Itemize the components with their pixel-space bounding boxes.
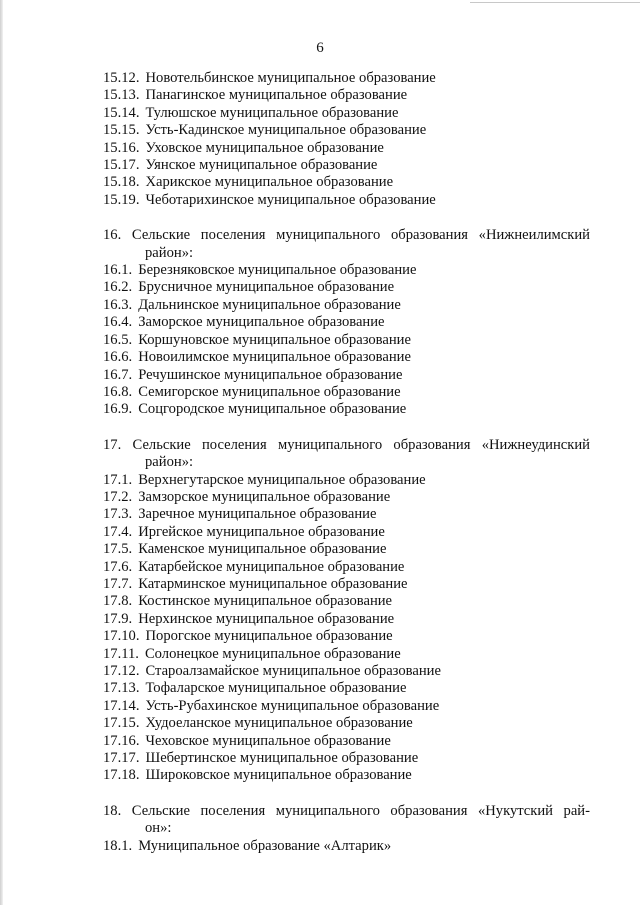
list-item — [103, 698, 590, 715]
section-17-number: 17. — [103, 436, 122, 453]
list-item-number: 16.5. — [103, 331, 133, 348]
list-item-text: Харикское муниципальное образование — [145, 174, 394, 191]
list-item-text: Катарбейское муниципальное образование — [138, 558, 405, 575]
list-item-number: 17.6. — [103, 558, 133, 575]
list-item — [103, 401, 590, 418]
list-item-number: 17.18. — [103, 767, 140, 784]
list-item-text: Дальнинское муниципальное образование — [138, 296, 401, 313]
list-item-text: Чеботарихинское муниципальное образование — [145, 191, 436, 208]
list-item-number: 16.1. — [103, 262, 133, 279]
list-item — [103, 593, 590, 610]
list-item-number: 15.19. — [103, 191, 140, 208]
list-item — [103, 105, 590, 122]
list-item — [103, 663, 590, 680]
list-item-text: Верхнегутарское муниципальное образование — [138, 471, 426, 488]
heading-word: «Нижнеилимский — [478, 227, 590, 244]
list-item-number: 17.17. — [103, 750, 140, 767]
list-item — [103, 157, 590, 174]
list-item — [103, 279, 590, 296]
heading-word: поселения — [202, 436, 267, 453]
list-item-text: Речушинское муниципальное образование — [138, 366, 403, 383]
heading-word: рай- — [563, 802, 590, 819]
list-item-text: Новоилимское муниципальное образование — [138, 349, 411, 366]
list-item — [103, 367, 590, 384]
list-item — [103, 489, 590, 506]
list-item-text: Усть-Кадинское муниципальное образование — [145, 122, 427, 139]
section-18-heading — [103, 803, 590, 820]
list-item — [103, 628, 590, 645]
list-item-number: 17.4. — [103, 523, 133, 540]
list-item-text: Муниципальное образование «Алтарик» — [138, 837, 392, 854]
section-16-heading — [103, 227, 590, 244]
heading-word: муниципального — [277, 436, 383, 453]
section-16-heading-cont: район»: — [145, 244, 194, 261]
list-item-text: Тофаларское муниципальное образование — [145, 680, 407, 697]
list-item — [103, 174, 590, 191]
heading-word: Сельские — [131, 802, 190, 819]
list-item-text: Солонецкое муниципальное образование — [144, 645, 401, 662]
list-item-text: Каменское муниципальное образование — [138, 541, 387, 558]
list-15 — [103, 70, 590, 209]
list-item-number: 16.6. — [103, 349, 133, 366]
list-item — [103, 838, 590, 855]
list-item-text: Порогское муниципальное образование — [145, 628, 393, 645]
list-item-text: Катарминское муниципальное образование — [138, 575, 408, 592]
list-item-number: 17.3. — [103, 506, 133, 523]
heading-word: поселения — [200, 802, 266, 819]
heading-word: муниципального — [276, 227, 381, 244]
list-item-number: 16.4. — [103, 314, 133, 331]
heading-word: Сельские — [132, 436, 191, 453]
list-item — [103, 646, 590, 663]
page-number: 6 — [316, 40, 324, 56]
list-item-number: 17.2. — [103, 488, 133, 505]
list-item-number: 15.12. — [103, 70, 140, 86]
section-18-number: 18. — [103, 802, 122, 819]
list-item-number: 17.7. — [103, 575, 133, 592]
list-item-text: Иргейское муниципальное образование — [138, 523, 385, 540]
list-item — [103, 122, 590, 139]
list-item-number: 17.15. — [103, 715, 140, 732]
list-item — [103, 611, 590, 628]
list-item — [103, 297, 590, 314]
list-item-number: 16.2. — [103, 279, 133, 296]
document-content — [103, 70, 590, 855]
list-item — [103, 192, 590, 209]
list-item — [103, 715, 590, 732]
list-item-number: 15.15. — [103, 122, 140, 139]
list-item — [103, 472, 590, 489]
list-item-text: Широковское муниципальное образование — [145, 767, 412, 784]
list-item-number: 15.13. — [103, 87, 140, 104]
list-item-number: 17.14. — [103, 697, 140, 714]
list-item-number: 17.16. — [103, 732, 140, 749]
section-18 — [103, 803, 590, 855]
list-item-text: Панагинское муниципальное образование — [145, 87, 408, 104]
list-item-number: 17.12. — [103, 663, 140, 679]
list-item-text: Уховское муниципальное образование — [145, 139, 384, 156]
list-item — [103, 767, 590, 784]
list-item — [103, 733, 590, 750]
list-item-number: 18.1. — [103, 837, 133, 854]
list-item — [103, 541, 590, 558]
list-17 — [103, 472, 590, 785]
heading-word: муниципального — [275, 802, 380, 819]
list-item-text: Усть-Рубахинское муниципальное образование — [145, 697, 440, 714]
list-item-number: 17.10. — [103, 628, 140, 645]
list-item-text: Замзорское муниципальное образование — [138, 488, 391, 505]
list-item — [103, 87, 590, 104]
list-item — [103, 750, 590, 767]
list-item — [103, 506, 590, 523]
list-item-text: Заречное муниципальное образование — [138, 506, 377, 523]
list-item — [103, 349, 590, 366]
list-item-text: Соцгородское муниципальное образование — [138, 401, 407, 418]
list-item-text: Коршуновское муниципальное образование — [138, 331, 411, 348]
list-item — [103, 559, 590, 576]
list-item-number: 16.9. — [103, 401, 133, 418]
list-item-number: 16.8. — [103, 383, 133, 400]
list-item-text: Уянское муниципальное образование — [145, 157, 378, 174]
heading-word: «Нукутский — [477, 802, 553, 819]
list-item — [103, 314, 590, 331]
section-18-heading-cont: он»: — [145, 820, 172, 837]
list-item-number: 17.5. — [103, 541, 133, 558]
list-item-number: 15.16. — [103, 139, 140, 156]
list-item — [103, 384, 590, 401]
list-16 — [103, 262, 590, 419]
list-item-number: 17.1. — [103, 471, 133, 488]
list-item — [103, 332, 590, 349]
list-item — [103, 524, 590, 541]
list-item-text: Шебертинское муниципальное образование — [145, 750, 419, 767]
list-item-number: 15.18. — [103, 174, 140, 191]
list-item-text: Староалзамайское муниципальное образование — [145, 663, 441, 679]
list-item-number: 17.9. — [103, 610, 133, 627]
heading-word: поселения — [200, 227, 266, 244]
list-item-number: 16.3. — [103, 296, 133, 313]
scan-edge-left — [0, 0, 3, 905]
section-17 — [103, 437, 590, 785]
list-item-number: 15.17. — [103, 157, 140, 174]
list-item-number: 16.7. — [103, 366, 133, 383]
section-17-heading — [103, 437, 590, 454]
heading-word: образования — [393, 436, 471, 453]
list-item-text: Березняковское муниципальное образование — [138, 262, 417, 279]
list-item-text: Семигорское муниципальное образование — [138, 383, 401, 400]
list-item — [103, 680, 590, 697]
list-item-number: 17.11. — [103, 645, 139, 662]
list-item-text: Новотельбинское муниципальное образование — [145, 70, 436, 86]
heading-word: образования — [390, 227, 468, 244]
section-16 — [103, 227, 590, 418]
list-item-number: 15.14. — [103, 104, 140, 121]
heading-word: «Нижнеудинский — [481, 436, 590, 453]
list-item-text: Заморское муниципальное образование — [138, 314, 385, 331]
scan-edge-top — [470, 2, 640, 3]
list-item — [103, 576, 590, 593]
list-item — [103, 140, 590, 157]
section-16-number: 16. — [103, 227, 122, 244]
list-item-text: Нерхинское муниципальное образование — [138, 610, 395, 627]
heading-word: Сельские — [131, 227, 191, 244]
list-item — [103, 262, 590, 279]
section-17-heading-cont: район»: — [145, 454, 194, 471]
list-item-text: Тулюшское муниципальное образование — [145, 104, 399, 121]
list-item — [103, 70, 590, 87]
heading-word: образования — [390, 802, 468, 819]
list-18 — [103, 838, 590, 855]
list-item-text: Брусничное муниципальное образование — [138, 279, 395, 296]
list-item-text: Худоеланское муниципальное образование — [145, 715, 413, 732]
list-item-number: 17.8. — [103, 593, 133, 610]
list-item-text: Чеховское муниципальное образование — [145, 732, 391, 749]
list-item-text: Костинское муниципальное образование — [138, 593, 393, 610]
list-item-number: 17.13. — [103, 680, 140, 697]
